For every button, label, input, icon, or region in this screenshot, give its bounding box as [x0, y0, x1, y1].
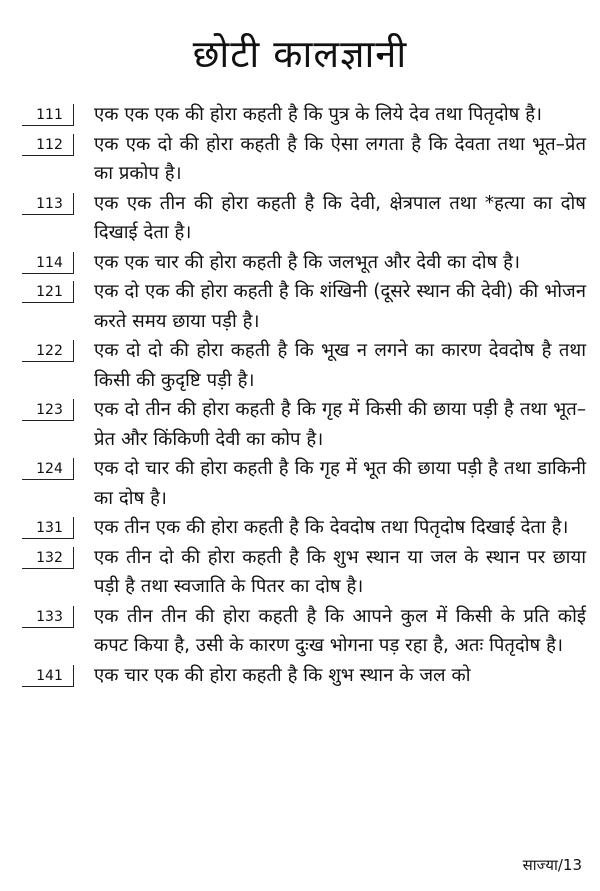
list-item	[0, 395, 600, 454]
page-footer: साज्या/13	[522, 856, 582, 874]
page-title: छोटी कालज्ञानी	[192, 32, 408, 76]
entry-number: 124	[26, 458, 74, 480]
entry-number: 132	[26, 547, 74, 569]
entry-number: 111	[26, 104, 74, 126]
entry-number: 114	[26, 252, 74, 274]
entry-text: एक एक चार की होरा कहती है कि जलभूत और देवी का दोष है।	[94, 251, 520, 273]
list-item	[0, 543, 600, 602]
entry-number: 112	[26, 134, 74, 156]
entry-number: 113	[26, 193, 74, 215]
entries-list	[0, 100, 600, 690]
list-item	[0, 602, 600, 661]
entry-text: एक तीन तीन की होरा कहती है कि आपने कुल में किसी के प्रति कोई कपट किया है, उसी के कारण दुःख भोगना पड़ रहा है, अतः पितृदोष है।	[94, 605, 586, 656]
list-item	[0, 454, 600, 513]
entry-number: 122	[26, 340, 74, 362]
entry-text: एक एक एक की होरा कहती है कि पुत्र के लिये देव तथा पितृदोष है।	[94, 104, 543, 125]
entry-number: 133	[26, 606, 74, 628]
entry-text: एक एक दो की होरा कहती है कि ऐसा लगता है कि देवता तथा भूत–प्रेत का प्रकोप है।	[94, 133, 586, 184]
entry-text: एक एक तीन की होरा कहती है कि देवी, क्षेत्रपाल तथा *हत्या का दोष दिखाई देता है।	[94, 192, 586, 243]
list-item	[0, 130, 600, 189]
entry-number: 123	[26, 399, 74, 421]
list-item	[0, 100, 600, 130]
list-item	[0, 661, 600, 691]
entry-text: एक दो एक की होरा कहती है कि शंखिनी (दूसरे स्थान की देवी) की भोजन करते समय छाया पड़ी है।	[94, 281, 586, 332]
entry-text: एक तीन एक की होरा कहती है कि देवदोष तथा पितृदोष दिखाई देता है।	[94, 517, 569, 538]
list-item	[0, 189, 600, 248]
entry-number: 121	[26, 281, 74, 303]
list-item	[0, 277, 600, 336]
entry-text: एक चार एक की होरा कहती है कि शुभ स्थान के जल को	[94, 664, 471, 686]
entry-text: एक तीन दो की होरा कहती है कि शुभ स्थान या जल के स्थान पर छाया पड़ी है तथा स्वजाति के पितर का दोष है।	[94, 546, 586, 597]
entry-text: एक दो तीन की होरा कहती है कि गृह में किसी की छाया पड़ी है तथा भूत–प्रेत और किंकिणी देवी का कोप है।	[94, 399, 586, 450]
entry-text: एक दो चार की होरा कहती है कि गृह में भूत की छाया पड़ी है तथा डाकिनी का दोष है।	[94, 458, 586, 509]
list-item	[0, 513, 600, 543]
list-item	[0, 336, 600, 395]
entry-number: 131	[26, 517, 74, 539]
entry-number: 141	[26, 665, 74, 687]
entry-text: एक दो दो की होरा कहती है कि भूख न लगने का कारण देवदोष है तथा किसी की कुदृष्टि पड़ी है।	[94, 340, 586, 391]
list-item	[0, 248, 600, 278]
